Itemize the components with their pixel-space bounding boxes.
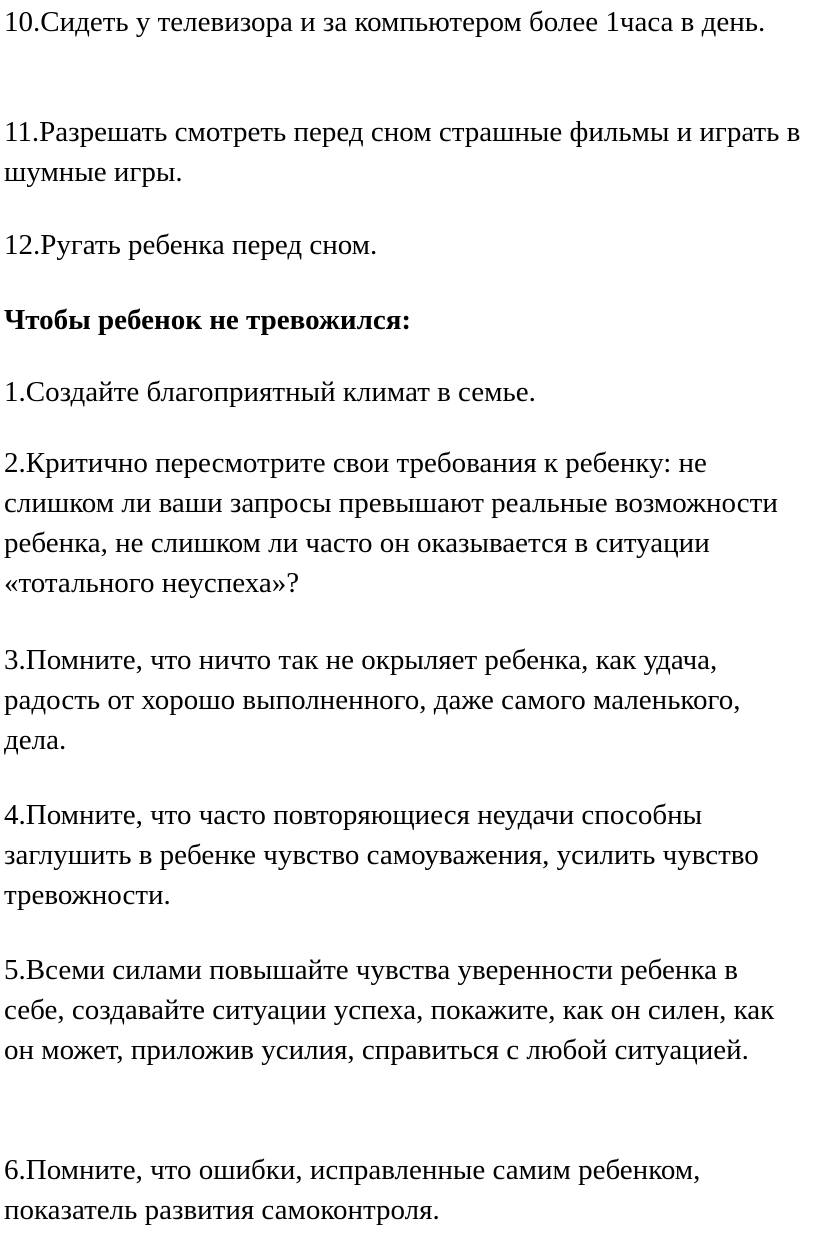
recommendation-1: 1.Создайте благоприятный климат в семье. <box>4 376 536 408</box>
paragraph-item-10: 10.Сидеть у телевизора и за компьютером более 1часа в день. <box>4 6 766 38</box>
recommendation-6: 6.Помните, что ошибки, исправленные самим ребенком, показатель развития самоконтроля. <box>4 1154 701 1226</box>
recommendation-4: 4.Помните, что часто повторяющиеся неудачи способны заглушить в ребенке чувство самоуважения, усилить чувство тревожности. <box>4 799 759 911</box>
recommendation-5: 5.Всеми силами повышайте чувства уверенности ребенка в себе, создавайте ситуации успеха, покажите, как он силен, как он может, приложив усилия, справиться с любой ситуацией. <box>4 954 775 1066</box>
paragraph-item-11: 11.Разрешать смотреть перед сном страшные фильмы и играть в шумные игры. <box>4 116 801 188</box>
recommendation-3: 3.Помните, что ничто так не окрыляет ребенка, как удача, радость от хорошо выполненного, даже самого маленького, дела. <box>4 644 741 756</box>
paragraph-item-12: 12.Ругать ребенка перед сном. <box>4 229 378 261</box>
section-heading: Чтобы ребенок не тревожился: <box>4 304 412 336</box>
recommendation-2: 2.Критично пересмотрите свои требования к ребенку: не слишком ли ваши запросы превышают реальные возможности ребенка, не слишком ли часто он оказывается в ситуации «тотального неуспеха»? <box>4 447 778 599</box>
